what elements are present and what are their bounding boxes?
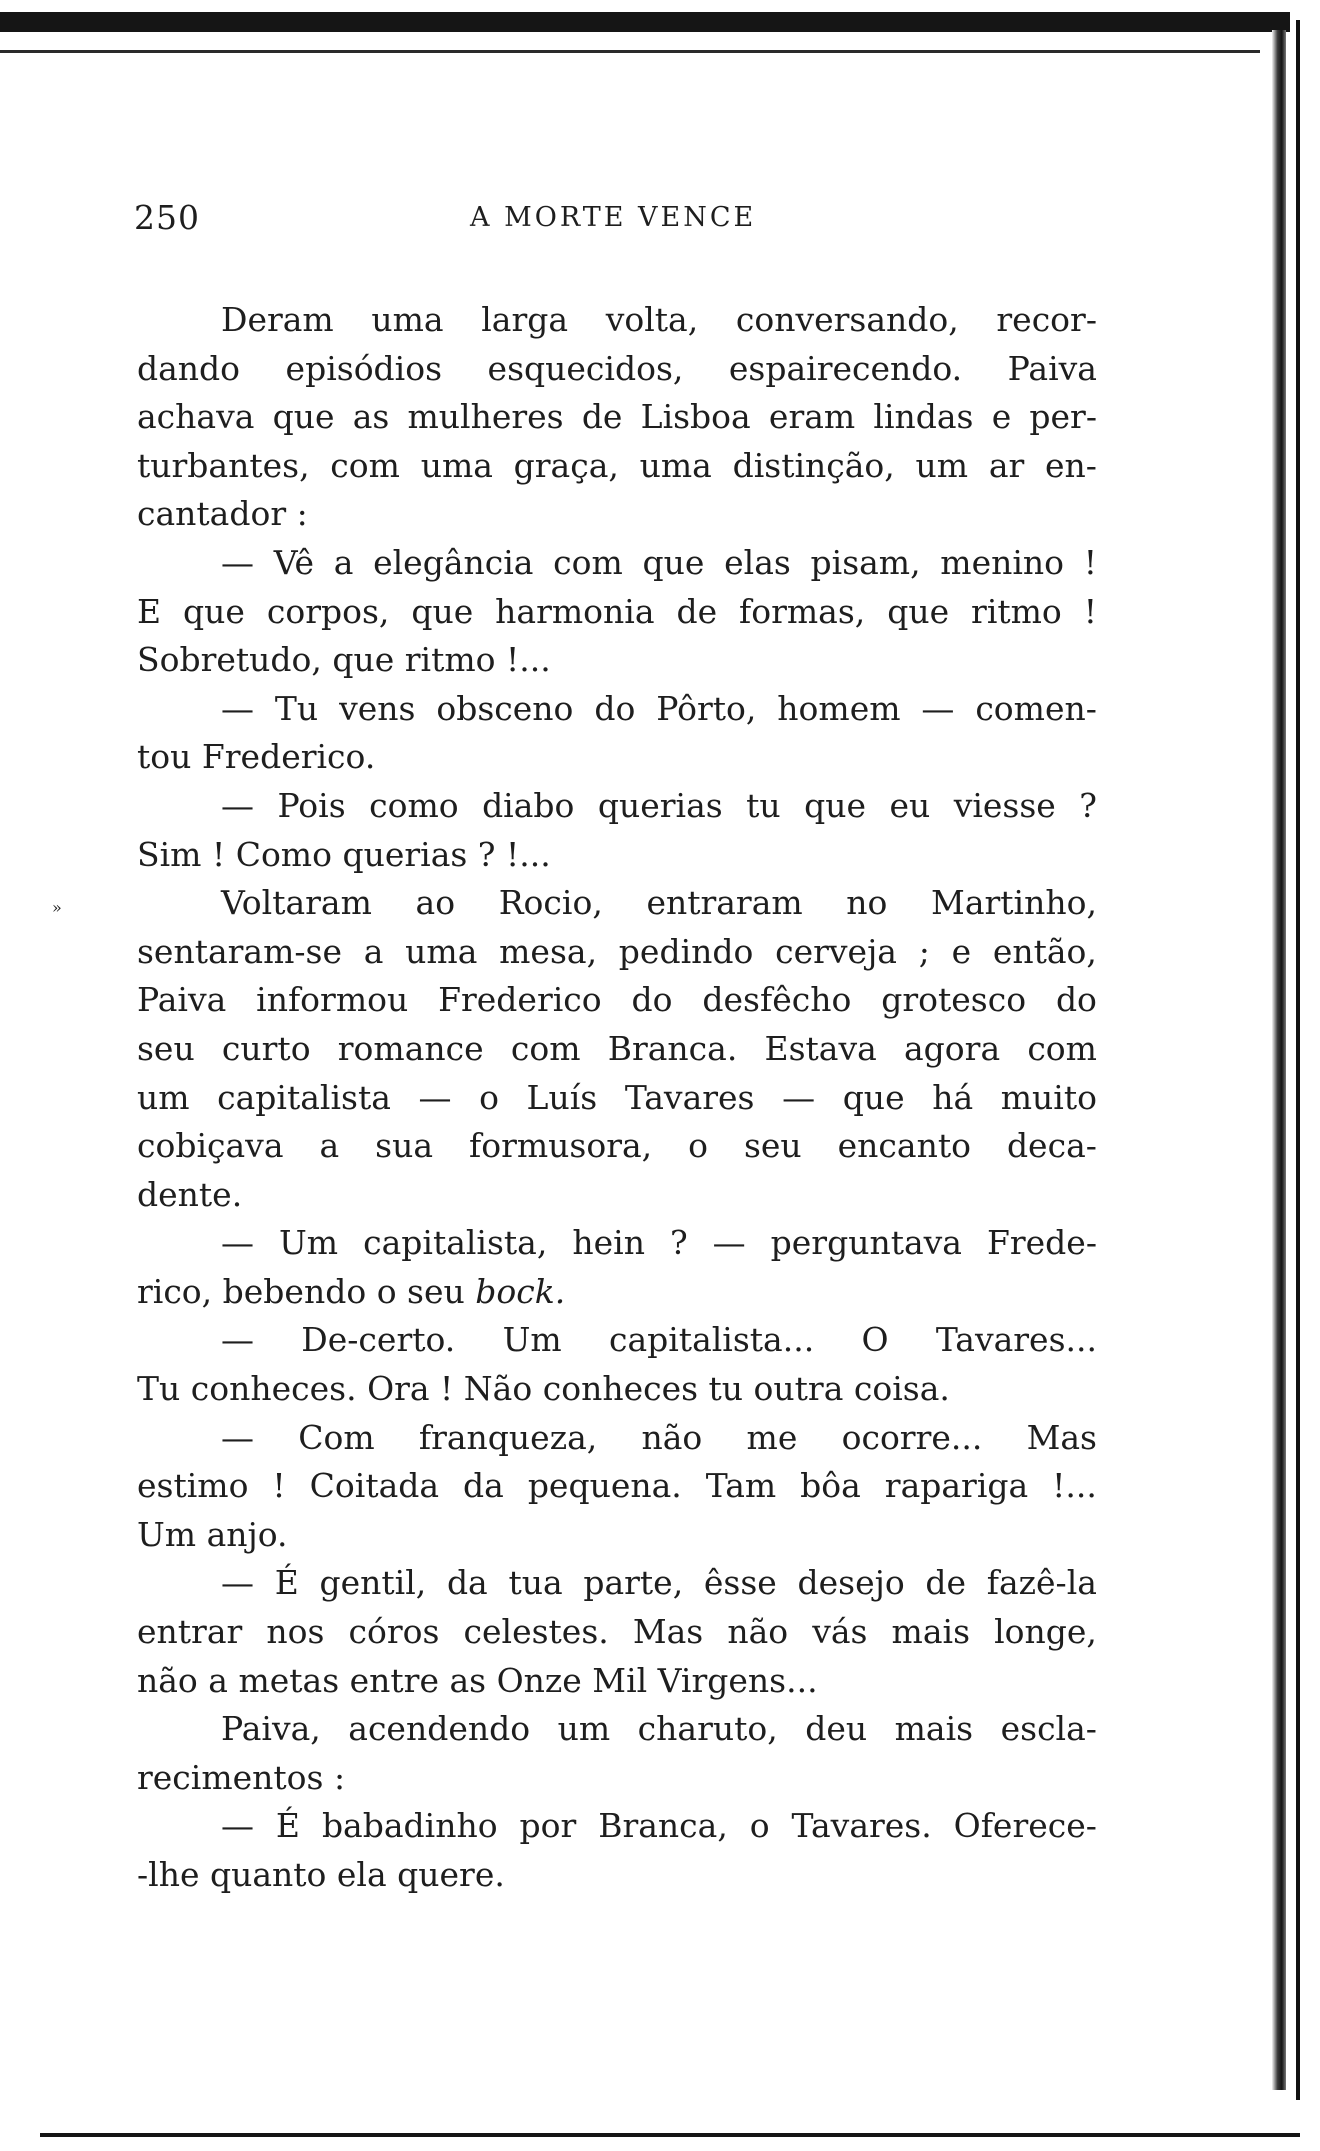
word: que xyxy=(887,591,950,631)
word: perguntava xyxy=(770,1223,962,1263)
word: as xyxy=(352,397,390,437)
word: Estava xyxy=(764,1028,877,1068)
text-line xyxy=(137,976,1097,1025)
text-line xyxy=(137,1074,1097,1123)
word: romance xyxy=(337,1028,484,1068)
text-line-content xyxy=(221,1414,1097,1463)
word: seu xyxy=(137,1028,195,1068)
word: ocorre... xyxy=(841,1417,983,1457)
word: mais xyxy=(894,1709,974,1749)
text-line-content xyxy=(137,1122,1097,1171)
text-line-content xyxy=(221,1219,1097,1268)
word: a xyxy=(333,542,354,582)
page-number: 250 xyxy=(134,198,200,237)
word: obsceno xyxy=(436,688,574,728)
text-line xyxy=(137,685,1097,734)
word: Pois xyxy=(277,785,346,825)
word: uma xyxy=(639,445,712,485)
word: conversando, xyxy=(735,300,959,339)
page-top-rule xyxy=(0,50,1260,53)
word: formusora, xyxy=(468,1126,653,1166)
text-line xyxy=(137,1754,1097,1803)
text-line xyxy=(137,1657,1097,1706)
word: distinção, xyxy=(732,445,895,485)
word: Luís xyxy=(526,1077,598,1117)
text-line-content xyxy=(137,345,1097,394)
text-line xyxy=(137,733,1097,782)
word: com xyxy=(1027,1028,1097,1068)
word: — xyxy=(712,1223,746,1263)
word: babadinho xyxy=(321,1806,498,1846)
word: capitalista xyxy=(217,1077,391,1117)
page-right-border xyxy=(1296,20,1300,2100)
word: de xyxy=(925,1563,967,1603)
word: Branca, xyxy=(598,1806,728,1846)
word: Paiva xyxy=(1007,348,1097,388)
text-line-content xyxy=(137,1608,1097,1657)
word: mais xyxy=(891,1612,971,1652)
word: — xyxy=(221,1417,254,1457)
word: ? xyxy=(1079,785,1097,825)
word: pedindo xyxy=(618,931,754,971)
text-line xyxy=(137,1462,1097,1511)
word: — xyxy=(221,688,254,728)
word: tua xyxy=(508,1563,563,1603)
text-line-content: tou Frederico. xyxy=(137,737,376,777)
text-line-content xyxy=(221,1316,1097,1365)
word: com xyxy=(553,542,623,582)
word: longe, xyxy=(994,1612,1097,1652)
word: do xyxy=(631,980,673,1020)
text-line-content xyxy=(221,879,1097,928)
text-line xyxy=(137,1802,1097,1851)
word: espairecendo. xyxy=(728,348,963,388)
text-line-content xyxy=(221,1802,1097,1851)
word: de xyxy=(676,591,718,631)
text-line xyxy=(137,1316,1097,1365)
word: êsse xyxy=(703,1563,777,1603)
word: dando xyxy=(137,348,241,388)
word: seu xyxy=(743,1126,802,1166)
word: do xyxy=(594,688,636,728)
word: Pôrto, xyxy=(656,688,757,728)
word: informou xyxy=(256,980,409,1020)
word: uma xyxy=(371,300,444,339)
page-binding-shadow xyxy=(1272,30,1286,2090)
word: É xyxy=(274,1563,299,1603)
word: ar xyxy=(988,445,1025,485)
word: uma xyxy=(420,445,493,485)
text-line-content xyxy=(221,1559,1097,1608)
word: que xyxy=(183,591,245,631)
text-line-content: rico, bebendo o seu xyxy=(137,1271,465,1311)
text-line-content: recimentos : xyxy=(137,1757,346,1797)
word: córos xyxy=(348,1612,440,1652)
word: cerveja xyxy=(775,931,897,971)
text-line xyxy=(137,296,1097,345)
text-line-content xyxy=(137,1025,1097,1074)
word: lindas xyxy=(873,397,974,437)
word: que xyxy=(642,542,705,582)
word: curto xyxy=(221,1028,311,1068)
word: agora xyxy=(904,1028,1001,1068)
running-title: A MORTE VENCE xyxy=(470,202,757,233)
word: sentaram-se xyxy=(137,931,343,971)
word: ! xyxy=(1083,591,1097,631)
word: comen- xyxy=(975,688,1097,728)
text-line-content: cantador : xyxy=(137,494,308,534)
text-line xyxy=(137,1559,1097,1608)
text-line xyxy=(137,1219,1097,1268)
word: Martinho, xyxy=(931,883,1097,923)
word: — xyxy=(221,785,254,825)
word: ? xyxy=(669,1223,688,1263)
word: um xyxy=(557,1709,611,1749)
word: Mas xyxy=(1026,1417,1097,1457)
text-line xyxy=(137,1851,1097,1900)
word: escla- xyxy=(1000,1709,1097,1749)
word: esquecidos, xyxy=(487,348,684,388)
word: episódios xyxy=(285,348,443,388)
word: pequena. xyxy=(527,1466,682,1506)
word: formas, xyxy=(739,591,866,631)
word: querias xyxy=(597,785,723,825)
word: Frederico xyxy=(438,980,602,1020)
word: Tu xyxy=(274,688,319,728)
word: sua xyxy=(375,1126,434,1166)
word: o xyxy=(688,1126,708,1166)
word: charuto, xyxy=(637,1709,778,1749)
word: diabo xyxy=(482,785,575,825)
word: que xyxy=(842,1077,905,1117)
word: grotesco xyxy=(881,980,1027,1020)
word: Coitada xyxy=(309,1466,440,1506)
text-line xyxy=(137,393,1097,442)
text-line-content xyxy=(137,588,1097,637)
word: achava xyxy=(137,397,255,437)
word: pisam, xyxy=(810,542,921,582)
text-line xyxy=(137,831,1097,880)
word: Com xyxy=(298,1417,375,1457)
word: me xyxy=(746,1417,798,1457)
word: ; xyxy=(918,931,930,971)
word: acendendo xyxy=(348,1709,531,1749)
text-line-content: dente. xyxy=(137,1174,243,1214)
text-line-content xyxy=(137,393,1097,442)
word: Deram xyxy=(221,300,334,339)
word: cobiçava xyxy=(137,1126,284,1166)
word: deca- xyxy=(1006,1126,1097,1166)
word: E xyxy=(137,591,162,631)
word: Tavares... xyxy=(935,1320,1097,1360)
text-line-content: Tu conheces. Ora ! Não conheces tu outra coisa. xyxy=(137,1369,950,1409)
word: elegância xyxy=(373,542,534,582)
word: Vê xyxy=(273,542,315,582)
word: celestes. xyxy=(463,1612,609,1652)
text-line-content xyxy=(221,782,1097,831)
text-line-content: Sim ! Como querias ? !... xyxy=(137,834,551,874)
word: por xyxy=(519,1806,577,1846)
word: Paiva xyxy=(137,980,227,1020)
word: entrar xyxy=(137,1612,243,1652)
text-line-content xyxy=(137,976,1097,1025)
word: e xyxy=(951,931,972,971)
word: eram xyxy=(768,397,856,437)
word: capitalista, xyxy=(363,1223,548,1263)
word: capitalista... xyxy=(608,1320,815,1360)
word: bôa xyxy=(800,1466,861,1506)
word: nos xyxy=(266,1612,325,1652)
word: deu xyxy=(805,1709,868,1749)
word: Um xyxy=(502,1320,562,1360)
word: — xyxy=(221,1223,254,1263)
word: da xyxy=(463,1466,504,1506)
page-header xyxy=(134,198,1134,244)
text-line xyxy=(137,1171,1097,1220)
text-line xyxy=(137,345,1097,394)
word: a xyxy=(363,931,384,971)
word: fazê-la xyxy=(986,1563,1097,1603)
word: encanto xyxy=(837,1126,971,1166)
word: no xyxy=(846,883,888,923)
word: turbantes, xyxy=(137,445,310,485)
word: mesa, xyxy=(499,931,598,971)
word: não xyxy=(641,1417,703,1457)
text-line xyxy=(137,1365,1097,1414)
word: per- xyxy=(1029,397,1097,437)
word: desejo xyxy=(797,1563,905,1603)
word: desfêcho xyxy=(702,980,852,1020)
word: — xyxy=(221,542,254,582)
page-top-border xyxy=(0,12,1290,32)
word: — xyxy=(221,1563,254,1603)
word: ritmo xyxy=(971,591,1062,631)
body-text xyxy=(137,296,1097,1900)
word: que xyxy=(411,591,474,631)
text-line xyxy=(137,1025,1097,1074)
word: homem xyxy=(777,688,901,728)
word: Tam xyxy=(705,1466,777,1506)
text-line-content xyxy=(221,1705,1097,1754)
word: Paiva, xyxy=(221,1709,321,1749)
word: estimo xyxy=(137,1466,249,1506)
word: vens xyxy=(339,688,416,728)
word: rapariga xyxy=(884,1466,1029,1506)
text-line-content xyxy=(137,442,1097,491)
word: que xyxy=(272,397,335,437)
text-line xyxy=(137,1511,1097,1560)
word: gentil, xyxy=(319,1563,427,1603)
word: de xyxy=(581,397,623,437)
text-line xyxy=(137,782,1097,831)
text-line xyxy=(137,1268,1097,1317)
word: — xyxy=(782,1077,816,1117)
text-line xyxy=(137,1414,1097,1463)
word: um xyxy=(915,445,969,485)
word: a xyxy=(319,1126,340,1166)
text-line-content xyxy=(137,928,1097,977)
text-line xyxy=(137,928,1097,977)
word: e xyxy=(991,397,1012,437)
text-line xyxy=(137,490,1097,539)
word: parte, xyxy=(583,1563,684,1603)
word: — xyxy=(418,1077,452,1117)
text-line-content: -lhe quanto ela quere. xyxy=(137,1855,505,1894)
word: harmonia xyxy=(495,591,655,631)
word: há xyxy=(932,1077,974,1117)
word: viesse xyxy=(953,785,1056,825)
word: Rocio, xyxy=(498,883,603,923)
word: com xyxy=(510,1028,581,1068)
word: Branca. xyxy=(607,1028,738,1068)
word: muito xyxy=(1000,1077,1097,1117)
word: Voltaram xyxy=(221,883,372,923)
word: !... xyxy=(1052,1466,1097,1506)
text-line xyxy=(137,442,1097,491)
word: como xyxy=(369,785,459,825)
margin-mark: » xyxy=(52,898,62,917)
text-line-content xyxy=(137,1462,1097,1511)
word: vás xyxy=(812,1612,868,1652)
word: en- xyxy=(1045,445,1097,485)
word: uma xyxy=(405,931,478,971)
word: O xyxy=(861,1320,889,1360)
text-line xyxy=(137,879,1097,928)
word: do xyxy=(1055,980,1097,1020)
word: franqueza, xyxy=(418,1417,598,1457)
text-line-content: não a metas entre as Onze Mil Virgens... xyxy=(137,1660,818,1700)
word: Lisboa xyxy=(640,397,751,437)
word: Mas xyxy=(632,1612,704,1652)
word: ! xyxy=(272,1466,286,1506)
word: Tavares xyxy=(624,1077,755,1117)
word: graça, xyxy=(513,445,619,485)
word: o xyxy=(479,1077,499,1117)
text-line-content: Sobretudo, que ritmo !... xyxy=(137,640,551,680)
italic-word: bock. xyxy=(475,1271,566,1311)
word: recor- xyxy=(996,300,1097,339)
word: hein xyxy=(572,1223,645,1263)
word: mulheres xyxy=(407,397,564,437)
text-line-content: Um anjo. xyxy=(137,1514,288,1554)
word: da xyxy=(446,1563,488,1603)
word: volta, xyxy=(605,300,699,339)
text-line-content xyxy=(221,539,1097,588)
text-line xyxy=(137,1608,1097,1657)
text-line xyxy=(137,588,1097,637)
text-line-content xyxy=(221,296,1097,345)
word: eu xyxy=(889,785,931,825)
word: Frede- xyxy=(986,1223,1097,1263)
word: Oferece- xyxy=(953,1806,1097,1846)
word: — xyxy=(921,688,955,728)
word: menino xyxy=(940,542,1065,582)
word: — xyxy=(221,1806,254,1846)
word: com xyxy=(330,445,400,485)
text-line-content xyxy=(221,685,1097,734)
text-line xyxy=(137,636,1097,685)
page-bottom-border xyxy=(40,2133,1300,2137)
text-line xyxy=(137,1122,1097,1171)
text-line-content xyxy=(137,1074,1097,1123)
word: Tavares. xyxy=(791,1806,932,1846)
word: corpos, xyxy=(266,591,390,631)
word: — xyxy=(221,1320,254,1360)
text-line xyxy=(137,1705,1097,1754)
word: É xyxy=(275,1806,301,1846)
word: ! xyxy=(1083,542,1097,582)
word: um xyxy=(137,1077,190,1117)
word: Um xyxy=(279,1223,339,1263)
word: não xyxy=(727,1612,789,1652)
word: tu xyxy=(746,785,781,825)
word: então, xyxy=(992,931,1097,971)
word: larga xyxy=(481,300,569,339)
word: o xyxy=(749,1806,770,1846)
word: entraram xyxy=(646,883,803,923)
word: que xyxy=(804,785,867,825)
word: De-certo. xyxy=(301,1320,456,1360)
word: ao xyxy=(415,883,456,923)
text-line xyxy=(137,539,1097,588)
word: elas xyxy=(724,542,791,582)
